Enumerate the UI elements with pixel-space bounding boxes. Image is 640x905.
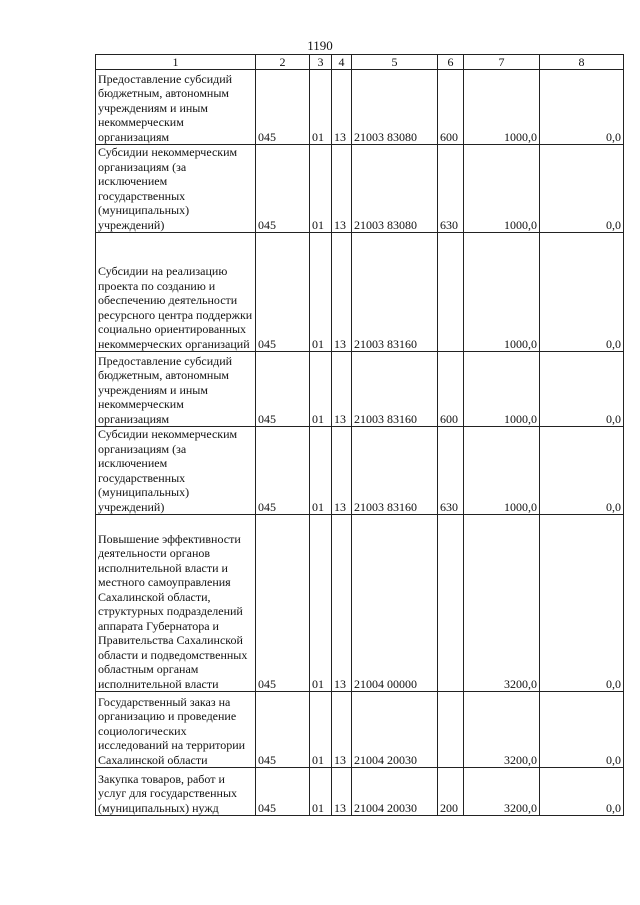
column-header-8: 8 xyxy=(540,55,624,70)
row-code-subsection: 13 xyxy=(332,427,352,515)
row-code-ministry: 045 xyxy=(256,692,310,768)
row-code-target: 21003 83080 xyxy=(352,145,438,233)
row-code-target: 21004 20030 xyxy=(352,692,438,768)
row-name: Государственный заказ на организацию и проведение социологических исследований на территории Сахалинской области xyxy=(96,692,256,768)
budget-table xyxy=(95,54,624,816)
row-name: Предоставление субсидий бюджетным, автономным учреждениям и иным некоммерческим организациям xyxy=(96,70,256,145)
row-amount: 1000,0 xyxy=(464,70,540,145)
table-row xyxy=(96,768,624,816)
row-amount: 1000,0 xyxy=(464,352,540,427)
row-amount: 3200,0 xyxy=(464,768,540,816)
row-name: Субсидии некоммерческим организациям (за исключением государственных (муниципальных) учреждений) xyxy=(96,145,256,233)
column-header-2: 2 xyxy=(256,55,310,70)
table-row xyxy=(96,70,624,145)
row-code-section: 01 xyxy=(310,515,332,692)
row-code-section: 01 xyxy=(310,145,332,233)
row-code-section: 01 xyxy=(310,233,332,352)
row-amount: 3200,0 xyxy=(464,692,540,768)
row-code-section: 01 xyxy=(310,768,332,816)
row-code-section: 01 xyxy=(310,70,332,145)
row-code-expense-type: 600 xyxy=(438,352,464,427)
table-row xyxy=(96,427,624,515)
row-code-target: 21003 83160 xyxy=(352,352,438,427)
row-name: Закупка товаров, работ и услуг для государственных (муниципальных) нужд xyxy=(96,768,256,816)
table-row xyxy=(96,515,624,692)
row-code-expense-type: 200 xyxy=(438,768,464,816)
row-amount-2: 0,0 xyxy=(540,145,624,233)
row-name: Повышение эффективности деятельности органов исполнительной власти и местного самоуправления Сахалинской области, структурных подразделений аппарата Губернатора и Правительства Сахалинской области и подведомственных областным органам исполнительной власти xyxy=(96,515,256,692)
row-code-target: 21003 83080 xyxy=(352,70,438,145)
column-header-4: 4 xyxy=(332,55,352,70)
column-header-1: 1 xyxy=(96,55,256,70)
row-code-ministry: 045 xyxy=(256,233,310,352)
table-row xyxy=(96,352,624,427)
row-code-target: 21003 83160 xyxy=(352,233,438,352)
row-code-expense-type xyxy=(438,692,464,768)
row-code-target: 21003 83160 xyxy=(352,427,438,515)
table-row xyxy=(96,692,624,768)
row-amount: 1000,0 xyxy=(464,233,540,352)
row-code-expense-type: 630 xyxy=(438,145,464,233)
column-header-6: 6 xyxy=(438,55,464,70)
row-code-subsection: 13 xyxy=(332,70,352,145)
row-amount: 3200,0 xyxy=(464,515,540,692)
row-name: Предоставление субсидий бюджетным, автономным учреждениям и иным некоммерческим организациям xyxy=(96,352,256,427)
column-header-5: 5 xyxy=(352,55,438,70)
row-code-subsection: 13 xyxy=(332,692,352,768)
row-code-subsection: 13 xyxy=(332,515,352,692)
row-name: Субсидии некоммерческим организациям (за исключением государственных (муниципальных) учреждений) xyxy=(96,427,256,515)
row-amount: 1000,0 xyxy=(464,427,540,515)
row-code-subsection: 13 xyxy=(332,352,352,427)
row-amount-2: 0,0 xyxy=(540,233,624,352)
row-code-subsection: 13 xyxy=(332,768,352,816)
row-code-target: 21004 00000 xyxy=(352,515,438,692)
row-code-expense-type xyxy=(438,515,464,692)
row-code-section: 01 xyxy=(310,427,332,515)
row-code-expense-type xyxy=(438,233,464,352)
row-code-section: 01 xyxy=(310,352,332,427)
row-amount-2: 0,0 xyxy=(540,768,624,816)
row-code-expense-type: 600 xyxy=(438,70,464,145)
row-amount-2: 0,0 xyxy=(540,427,624,515)
table-row xyxy=(96,233,624,352)
page-number: 1190 xyxy=(307,38,333,53)
row-amount-2: 0,0 xyxy=(540,352,624,427)
row-name: Субсидии на реализацию проекта по созданию и обеспечению деятельности ресурсного центра поддержки социально ориентированных некоммерческих организаций xyxy=(96,233,256,352)
row-code-ministry: 045 xyxy=(256,352,310,427)
row-code-subsection: 13 xyxy=(332,145,352,233)
row-code-expense-type: 630 xyxy=(438,427,464,515)
column-header-3: 3 xyxy=(310,55,332,70)
row-code-subsection: 13 xyxy=(332,233,352,352)
row-amount-2: 0,0 xyxy=(540,692,624,768)
row-code-ministry: 045 xyxy=(256,70,310,145)
row-code-ministry: 045 xyxy=(256,427,310,515)
table-row xyxy=(96,145,624,233)
column-header-7: 7 xyxy=(464,55,540,70)
row-amount: 1000,0 xyxy=(464,145,540,233)
row-code-ministry: 045 xyxy=(256,768,310,816)
table-header-row xyxy=(96,55,624,70)
row-code-ministry: 045 xyxy=(256,145,310,233)
row-code-target: 21004 20030 xyxy=(352,768,438,816)
row-amount-2: 0,0 xyxy=(540,515,624,692)
row-amount-2: 0,0 xyxy=(540,70,624,145)
row-code-section: 01 xyxy=(310,692,332,768)
row-code-ministry: 045 xyxy=(256,515,310,692)
